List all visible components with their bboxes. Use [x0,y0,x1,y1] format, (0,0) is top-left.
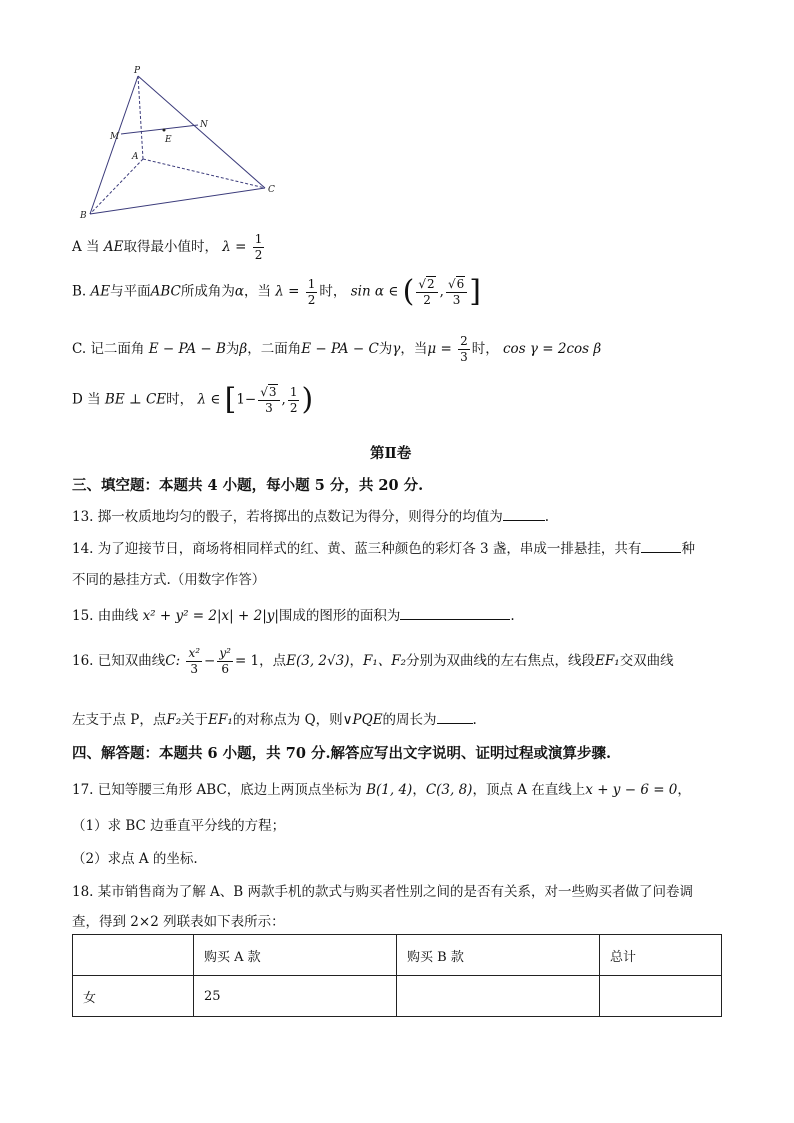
edge-ab [90,159,143,214]
question-18: 18. 某市销售商为了解 A、B 两款手机的款式与购买者性别之间的是否有关系，对一些购买者做了问卷调 [72,884,694,900]
tetrahedron-figure [70,62,290,222]
open-paren: ( [402,274,415,309]
fraction: $\frac{2}{3}$ [460,334,468,364]
fraction: $\frac{1}{2}$ [307,276,316,307]
option-c: C. 记二面角 E − PA − B为β，二面角E − PA − C为γ，当μ = $\frac{2}{3}$ 时， cos γ = 2cos β [72,334,602,364]
edge-ac [143,159,265,188]
question-14-line-2: 不同的悬挂方式.（用数字作答） [72,572,266,588]
fraction-1-over-2: $\frac{1}{2}$ [289,384,298,415]
fraction-sqrt3-over-3: $\frac{√3}{3}$ [258,384,279,416]
table-cell: 女 [73,976,194,1017]
question-16-line-2: 左支于点 P，点F₂关于EF₁的对称点为 Q，则∨PQE的周长为 . [72,712,477,728]
answer-blank [641,540,681,553]
table-row [73,976,722,1017]
contingency-table [72,934,722,1017]
edge-pc [138,76,265,188]
table-cell: 25 [194,976,397,1017]
fraction-sqrt6-over-3: $\frac{√6}{3}$ [446,276,467,308]
answer-blank [503,508,545,521]
close-paren: ) [301,382,314,417]
fraction-x2-over-3: $\frac{\text{x²}}{3}$ [188,646,201,676]
volume-title: 第Ⅱ卷 [370,445,412,462]
fraction-sqrt2-over-2: $\frac{√2}{2}$ [416,276,437,308]
question-17-part-2: （2）求点 A 的坐标. [72,851,198,867]
label-m: M [110,132,120,142]
open-bracket: [ [224,382,237,417]
table-header-cell: 购买 B 款 [397,935,600,976]
table-header-cell [73,935,194,976]
answer-blank [400,607,510,620]
edge-bc [90,188,265,214]
segment-mn [121,125,198,134]
label-p: P [134,66,141,76]
label-b: B [80,211,87,221]
answer-blank [437,711,473,724]
table-header-cell: 总计 [600,935,722,976]
table-cell [600,976,722,1017]
close-bracket: ] [469,274,481,309]
question-14: 14. 为了迎接节日，商场将相同样式的红、黄、蓝三种颜色的彩灯各 3 盏，串成一排悬挂，共有 种 [72,541,695,557]
question-18-line-2: 查，得到 2×2 列联表如下表所示： [72,914,285,930]
section-4-title: 四、解答题：本题共 6 小题，共 70 分.解答应写出文字说明、证明过程或演算步骤. [72,745,612,762]
option-d: D 当 BE ⊥ CE时， λ ∈ [1− $\frac{√3}{3}$ , $\frac{1}{2}$ ) [72,382,314,417]
table-cell [397,976,600,1017]
section-3-title: 三、填空题：本题共 4 小题，每小题 5 分，共 20 分. [72,477,424,494]
point-e [163,129,166,132]
label-a: A [132,152,139,162]
question-17: 17. 已知等腰三角形 ABC，底边上两顶点坐标为 B(1, 4)，C(3, 8)，顶点 A 在直线上x + y − 6 = 0， [72,782,691,798]
fraction: $\frac{1}{2}$ [254,232,263,262]
question-13: 13. 掷一枚质地均匀的骰子，若将掷出的点数记为得分，则得分的均值为 . [72,509,550,525]
option-b: B. AE与平面ABC所成角为α，当 λ = $\frac{1}{2}$ 时， sin α ∈ ( $\frac{√2}{2}$ , $\frac{√6}{3}$ ] [72,274,481,309]
edge-pa [138,76,143,159]
option-a: A 当 AE取得最小值时， λ = $\frac{1}{2}$ [72,232,263,262]
edge-pb [90,76,138,214]
label-n: N [200,120,208,130]
question-15: 15. 由曲线 x² + y² = 2|x| + 2|y|围成的图形的面积为 . [72,608,515,624]
table-header-row [73,935,722,976]
question-16: 16. 已知双曲线C: $\frac{\text{x²}}{3}$ − $\frac{\text{y²}}{6}$ = 1，点E(3, 2√3)，F₁、F₂分别为双曲线的左右焦点，线段EF₁交双曲线 [72,646,674,676]
label-c: C [268,185,275,195]
question-17-part-1: （1）求 BC 边垂直平分线的方程； [72,818,286,834]
label-e: E [165,135,172,145]
fraction-y2-over-6: $\frac{\text{y²}}{6}$ [219,646,231,676]
table-header-cell: 购买 A 款 [194,935,397,976]
